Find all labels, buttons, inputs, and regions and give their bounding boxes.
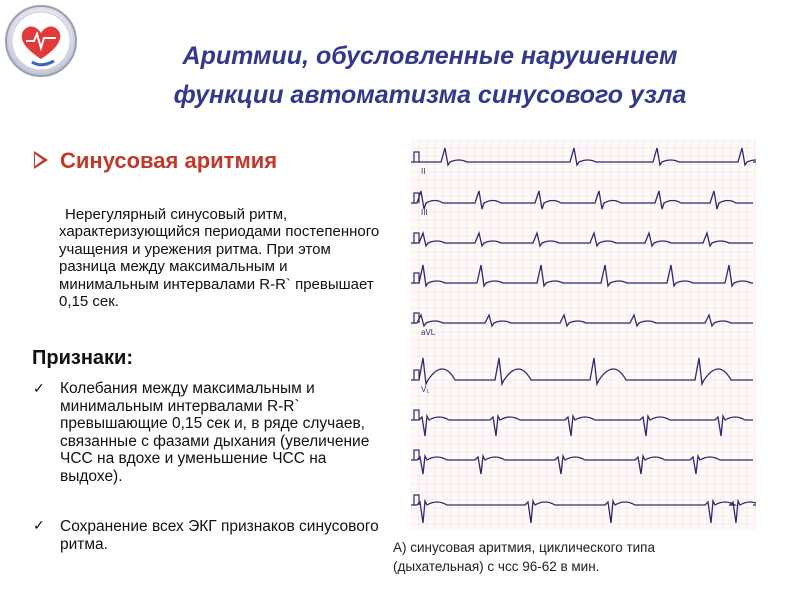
ecg-caption-line-2: (дыхательная) с чсс 96-62 в мин. bbox=[393, 559, 600, 574]
checkmark-icon: ✓ bbox=[33, 517, 45, 533]
ecg-strip-image bbox=[411, 140, 756, 530]
ecg-caption bbox=[393, 538, 793, 576]
signs-title: Признаки: bbox=[32, 347, 133, 369]
ecg-paper bbox=[411, 140, 756, 530]
checkmark-icon: ✓ bbox=[33, 380, 45, 396]
section-heading: Синусовая аритмия bbox=[60, 148, 278, 173]
heart-logo-icon bbox=[4, 4, 78, 78]
ecg-lead-label: II bbox=[421, 167, 426, 176]
ecg-lead-label: aVL bbox=[421, 328, 436, 337]
ecg-lead-label: V₁ bbox=[421, 385, 430, 394]
page-title-line-2: функции автоматизма синусового узла bbox=[173, 81, 687, 109]
page-title-line-1: Аритмии, обусловленные нарушением bbox=[182, 42, 678, 70]
sign-item-2: Сохранение всех ЭКГ признаков синусового ритма. bbox=[60, 518, 379, 553]
ecg-caption-line-1: А) синусовая аритмия, циклического типа bbox=[393, 540, 656, 555]
sign-item-1: Колебания между максимальным и минимальным интервалами R-R` превышающие 0,15 сек и, в ряде случаев, связанные с фазами дыхания (увеличение ЧСС на вдохе и уменьшение ЧСС на выдохе). bbox=[60, 380, 370, 485]
ecg-lead-label: III bbox=[421, 208, 428, 217]
arrow-bullet-icon bbox=[34, 151, 48, 169]
section-description: Нерегулярный синусовый ритм, характеризующийся периодами постепенного учащения и урежения ритма. При этом разница между максимальным и минимальным интервалами R-R` превышает 0,15 сек. bbox=[59, 206, 380, 311]
